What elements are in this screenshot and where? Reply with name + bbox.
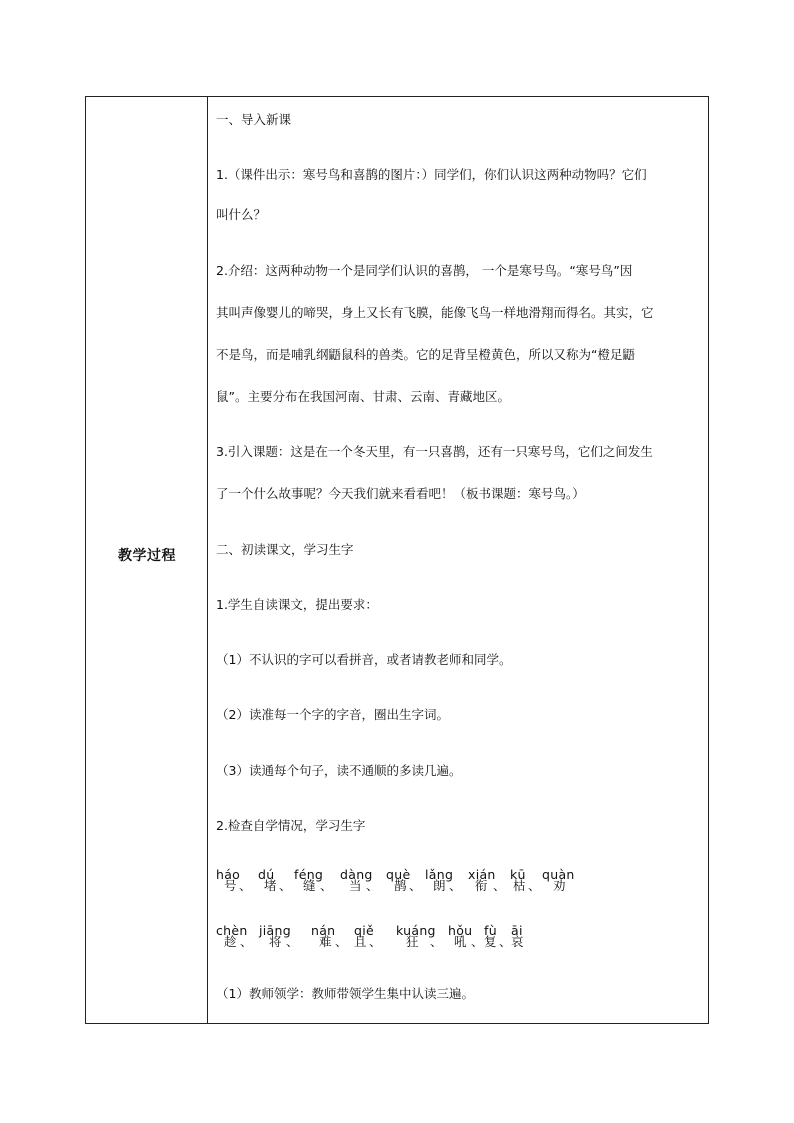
separator: 、 (409, 878, 422, 893)
paragraph-1-line-2: 叫什么？ (216, 207, 267, 222)
pinyin: xián (468, 867, 496, 882)
separator: 、 (449, 878, 462, 893)
separator: 、 (528, 878, 541, 893)
paragraph-2-line-1: 2.介绍：这两种动物一个是同学们认识的喜鹊， 一个是寒号鸟。“寒号鸟”因 (216, 263, 633, 278)
requirement-2: （2）读准每一个字的字音，圈出生字词。 (216, 707, 449, 722)
content-cell (216, 97, 704, 1023)
hanzi: 难 (319, 934, 332, 949)
separator: 、 (493, 878, 506, 893)
separator: 、 (366, 878, 379, 893)
pinyin: qiě (354, 923, 374, 938)
paragraph-3-line-1: 3.引入课题：这是在一个冬天里，有一只喜鹊，还有一只寒号鸟，它们之间发生 (216, 444, 653, 459)
pinyin: lǎng (425, 867, 454, 882)
pinyin: háo (216, 867, 241, 882)
hanzi: 且 (354, 934, 367, 949)
pinyin: jiāng (259, 923, 291, 938)
separator: 、 (320, 878, 333, 893)
section-heading-intro: 一、导入新课 (216, 112, 292, 127)
hanzi: 哀 (511, 934, 524, 949)
pinyin: dàng (340, 867, 373, 882)
self-study-check: 2.检查自学情况，学习生字 (216, 818, 366, 833)
pinyin: fù (484, 923, 497, 938)
paragraph-3-line-2: 了一个什么故事呢？今天我们就来看看吧！（板书课题：寒号鸟。） (216, 486, 585, 501)
reading-requirements: 1.学生自读课文，提出要求： (216, 597, 378, 612)
lesson-table (85, 96, 709, 1024)
requirement-3: （3）读通每个句子，读不通顺的多读几遍。 (216, 763, 462, 778)
separator: 、 (279, 878, 292, 893)
pinyin: kuáng (396, 923, 436, 938)
pinyin: hǒu (448, 923, 473, 938)
separator: 、 (471, 934, 484, 949)
hanzi: 趁 (224, 934, 237, 949)
pinyin: nán (311, 923, 336, 938)
hanzi: 复 (484, 934, 497, 949)
requirement-1: （1）不认识的字可以看拼音，或者请教老师和同学。 (216, 652, 512, 667)
hanzi: 朗 (433, 878, 446, 893)
row-label-cell (86, 97, 208, 1023)
pinyin-row-2 (216, 921, 704, 957)
separator: 、 (286, 934, 299, 949)
section-heading-reading: 二、初读课文，学习生字 (216, 542, 354, 557)
separator: 、 (369, 934, 382, 949)
hanzi: 堵 (264, 878, 277, 893)
separator: 、 (430, 934, 443, 949)
separator: 、 (240, 934, 253, 949)
pinyin: āi (511, 923, 523, 938)
pinyin: què (386, 867, 411, 882)
hanzi: 劝 (553, 878, 566, 893)
hanzi: 狂 (406, 934, 419, 949)
hanzi: 当 (349, 878, 362, 893)
paragraph-2-line-4: 鼠”。主要分布在我国河南、甘肃、云南、青藏地区。 (216, 389, 510, 404)
row-label: 教学过程 (118, 548, 176, 564)
hanzi: 吼 (454, 934, 467, 949)
paragraph-2-line-3: 不是鸟，而是哺乳纲鼯鼠科的兽类。它的足背呈橙黄色，所以又称为“橙足鼯 (216, 347, 635, 362)
pinyin: féng (294, 867, 324, 882)
separator: 、 (335, 934, 348, 949)
hanzi: 将 (269, 934, 282, 949)
pinyin: dú (258, 867, 275, 882)
paragraph-2-line-2: 其叫声像婴儿的啼哭，身上又长有飞膜，能像飞鸟一样地滑翔而得名。其实，它 (216, 305, 654, 320)
paragraph-1-line-1: 1.（课件出示：寒号鸟和喜鹊的图片：）同学们，你们认识这两种动物吗？它们 (216, 167, 647, 182)
pinyin: kū (510, 867, 526, 882)
pinyin: chèn (216, 923, 248, 938)
teacher-led-reading: （1）教师领学：教师带领学生集中认读三遍。 (216, 986, 474, 1001)
hanzi: 缝 (303, 878, 316, 893)
hanzi: 号 (224, 878, 237, 893)
hanzi: 鹊 (394, 878, 407, 893)
separator: 、 (499, 934, 512, 949)
hanzi: 枯 (513, 878, 526, 893)
pinyin: quàn (542, 867, 575, 882)
separator: 、 (239, 878, 252, 893)
hanzi: 衔 (475, 878, 488, 893)
pinyin-row-1 (216, 865, 704, 901)
